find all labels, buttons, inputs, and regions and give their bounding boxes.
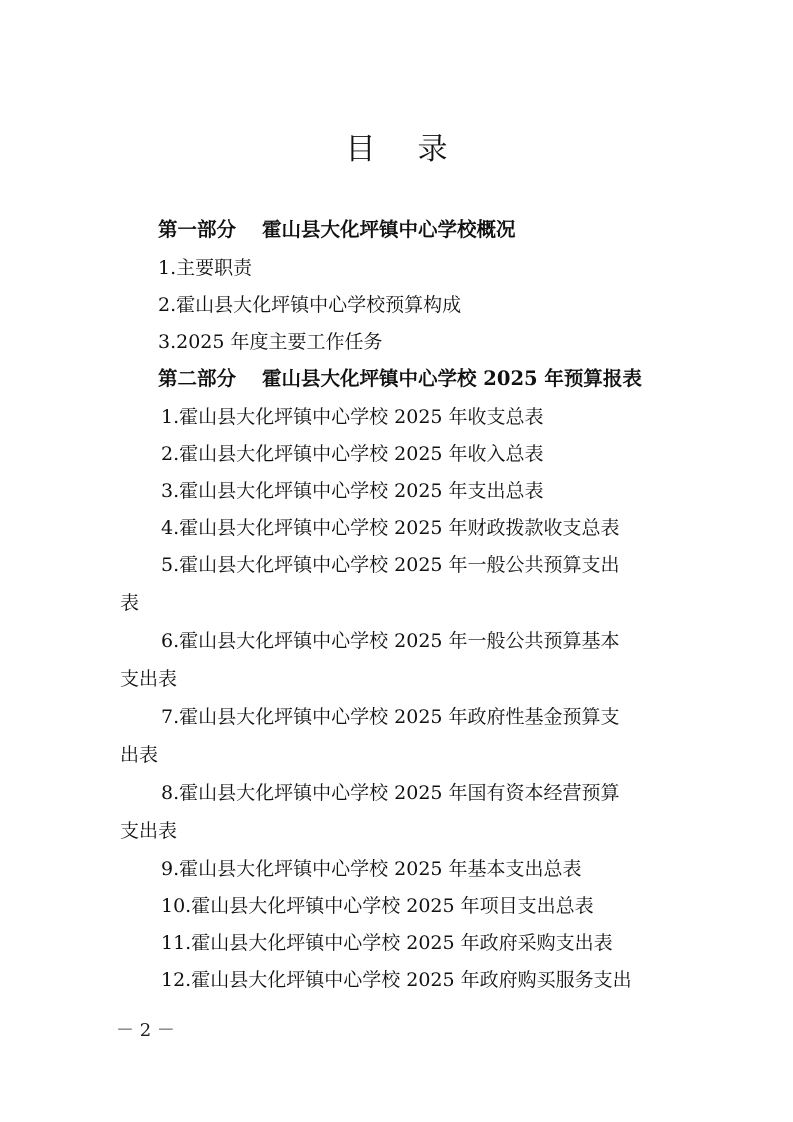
section-title: 霍山县大化坪镇中心学校概况 [262,218,516,241]
toc-item-1-2: 2.霍山县大化坪镇中心学校预算构成 [158,294,462,316]
toc-item-1-1: 1.主要职责 [158,257,253,279]
toc-item-2-6-line1: 6.霍山县大化坪镇中心学校 2025 年一般公共预算基本 [161,630,620,652]
toc-item-2-8-line2: 支出表 [120,820,178,842]
toc-item-2-5-line2: 表 [120,592,140,614]
toc-item-2-12: 12.霍山县大化坪镇中心学校 2025 年政府购买服务支出 [161,969,632,991]
toc-item-1-3: 3.2025 年度主要工作任务 [158,331,383,353]
toc-item-2-11: 11.霍山县大化坪镇中心学校 2025 年政府采购支出表 [161,932,613,954]
section-heading-part-2 [158,365,642,393]
section-title: 霍山县大化坪镇中心学校 2025 年预算报表 [262,367,642,390]
title-char-2: 录 [417,132,448,167]
toc-item-2-9: 9.霍山县大化坪镇中心学校 2025 年基本支出总表 [161,858,582,880]
page-title [0,128,793,172]
section-label: 第一部分 [158,218,237,241]
toc-item-2-4: 4.霍山县大化坪镇中心学校 2025 年财政拨款收支总表 [161,517,620,539]
toc-item-2-5-line1: 5.霍山县大化坪镇中心学校 2025 年一般公共预算支出 [161,554,620,576]
toc-item-2-6-line2: 支出表 [120,668,178,690]
toc-item-2-7-line2: 出表 [120,744,159,766]
section-heading-part-1 [158,216,516,244]
toc-item-2-2: 2.霍山县大化坪镇中心学校 2025 年收入总表 [161,443,544,465]
toc-item-2-1: 1.霍山县大化坪镇中心学校 2025 年收支总表 [161,406,544,428]
title-char-1: 目 [345,132,376,167]
toc-item-2-7-line1: 7.霍山县大化坪镇中心学校 2025 年政府性基金预算支 [161,706,620,728]
toc-item-2-3: 3.霍山县大化坪镇中心学校 2025 年支出总表 [161,480,544,502]
toc-item-2-8-line1: 8.霍山县大化坪镇中心学校 2025 年国有资本经营预算 [161,782,620,804]
page-number: － 2 － [116,1020,175,1041]
toc-item-2-10: 10.霍山县大化坪镇中心学校 2025 年项目支出总表 [161,895,594,917]
section-label: 第二部分 [158,367,237,390]
